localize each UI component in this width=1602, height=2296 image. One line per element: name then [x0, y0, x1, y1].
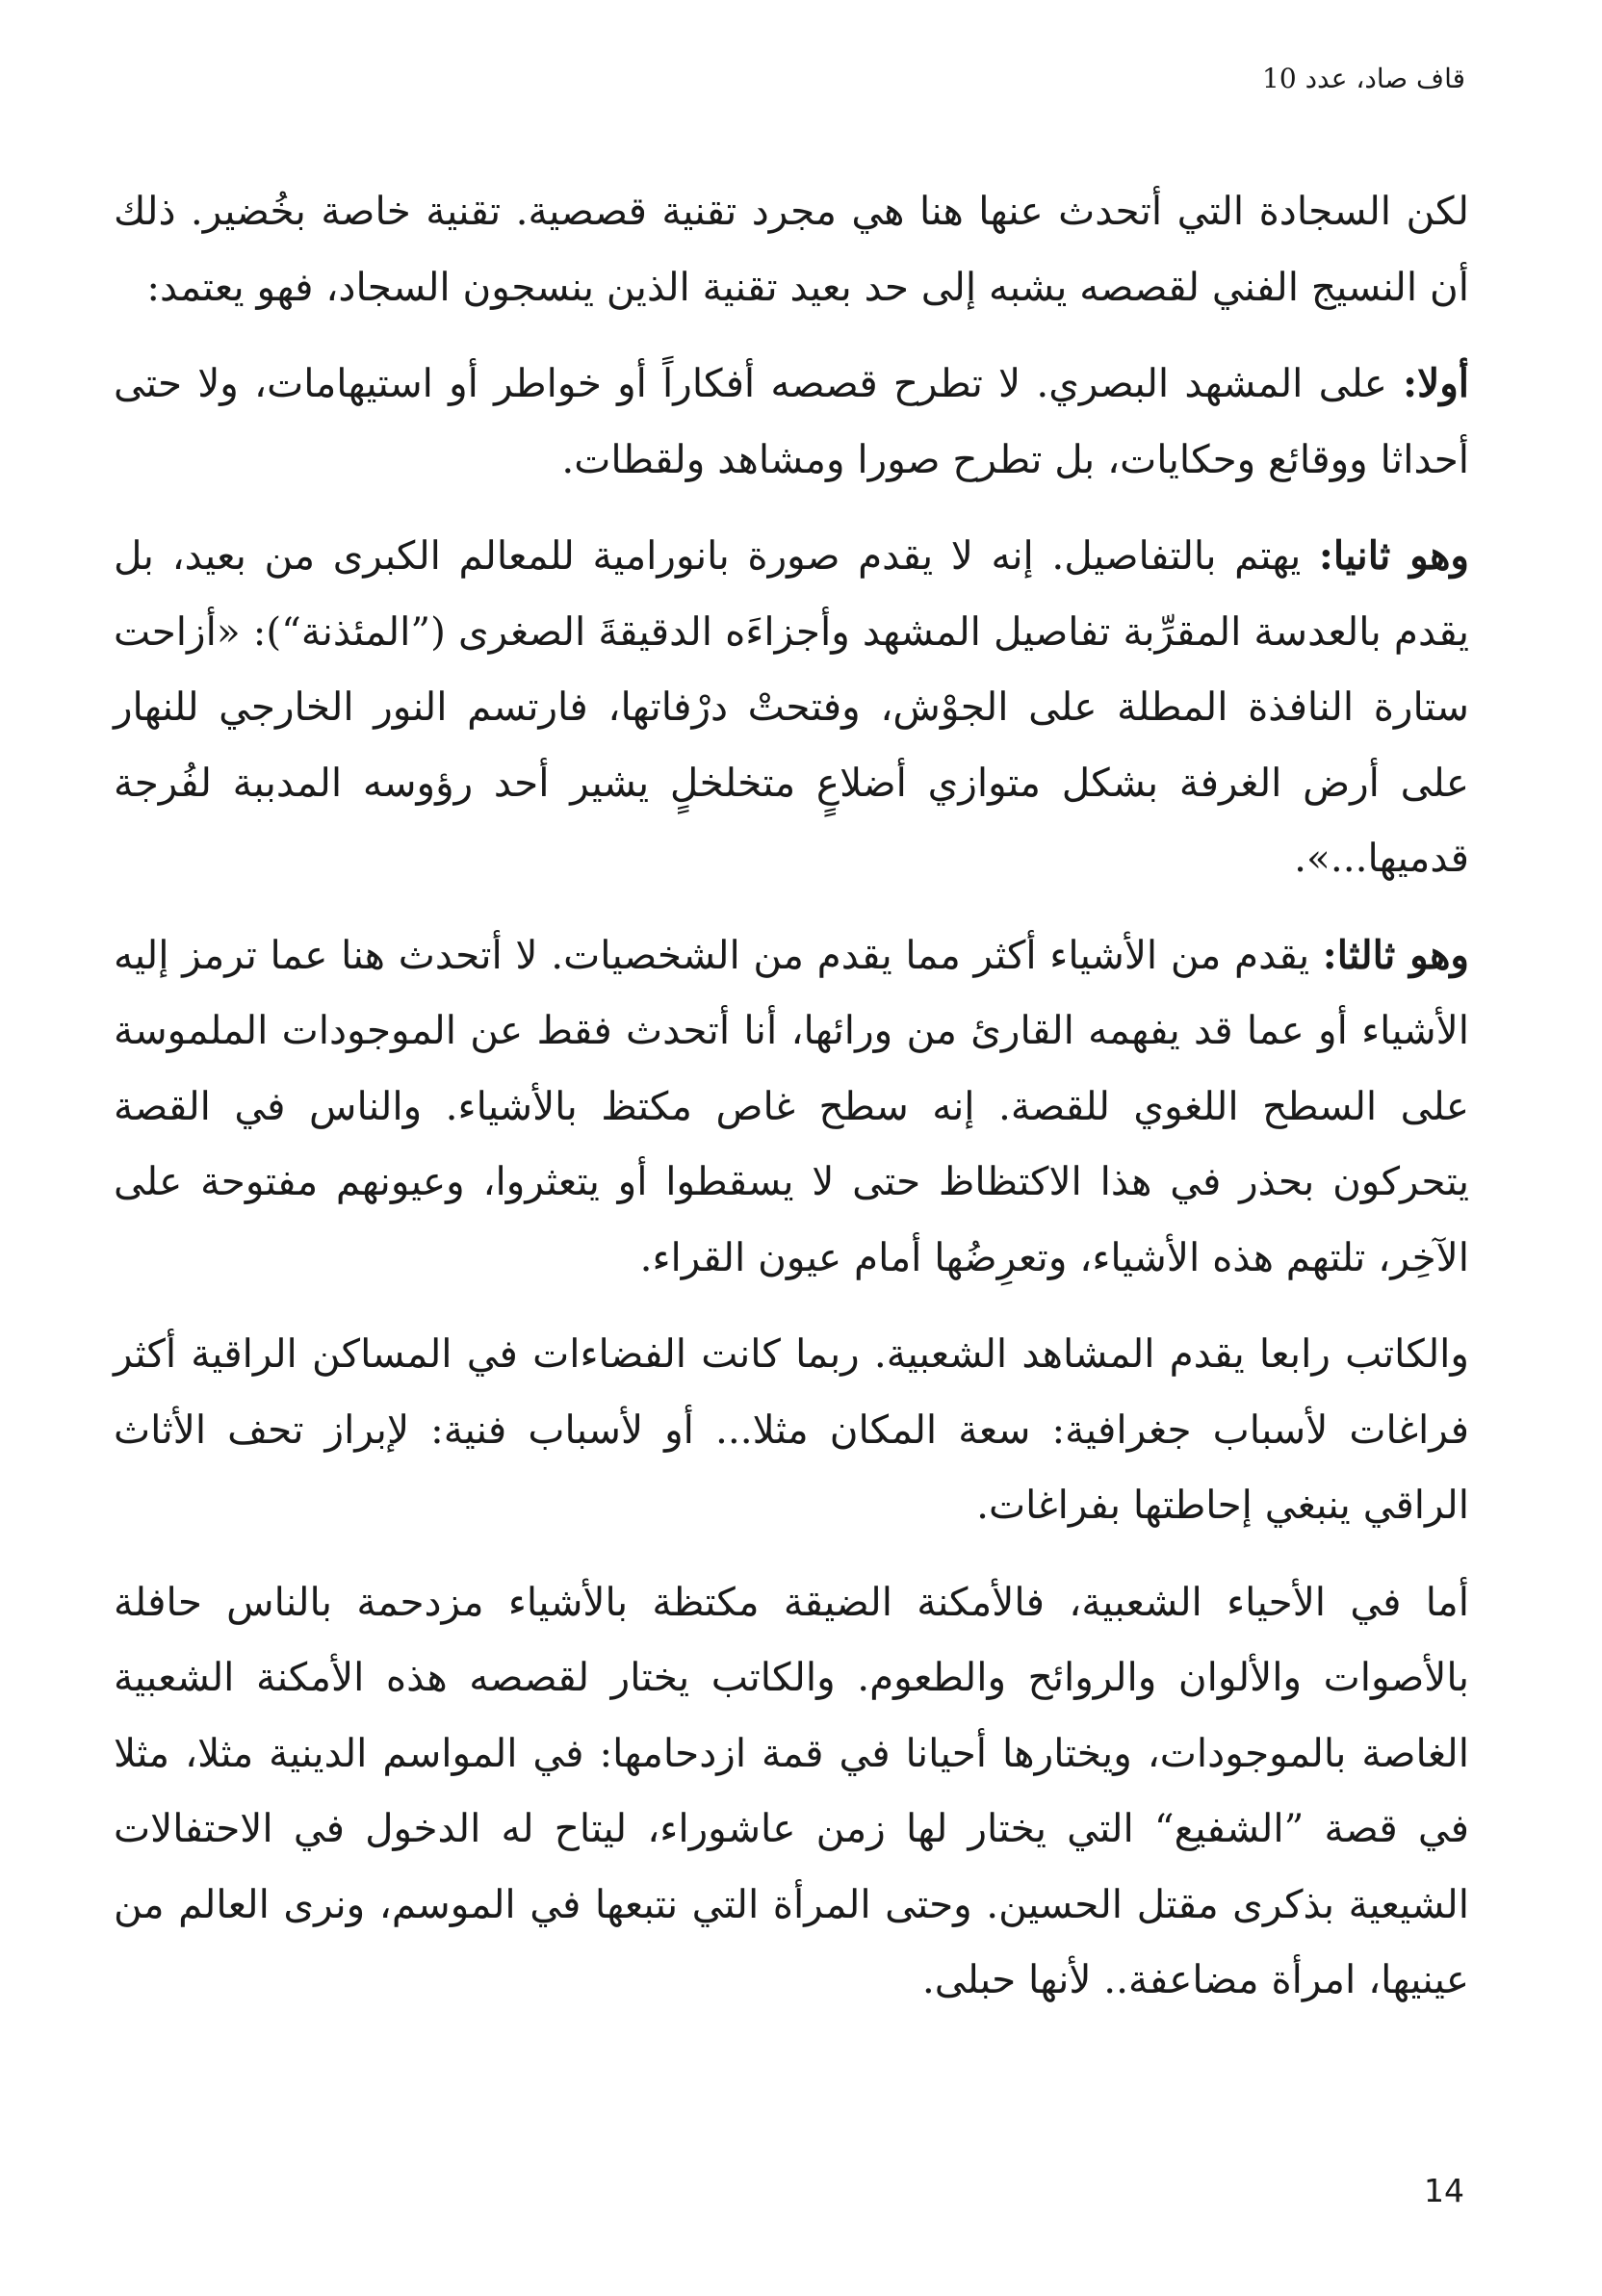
- paragraph-1-text: لكن السجادة التي أتحدث عنها هنا هي مجرد تقنية قصصية. تقنية خاصة بخُضير. ذلك أن النسيج الفني لقصصه يشبه إلى حد بعيد تقنية الذين ينسجون السجاد، فهو يعتمد:: [114, 188, 1469, 310]
- paragraph-2: [114, 346, 1469, 497]
- paragraph-6: [114, 1564, 1469, 2018]
- paragraph-4: [114, 917, 1469, 1296]
- paragraph-4-text: يقدم من الأشياء أكثر مما يقدم من الشخصيات. لا أتحدث هنا عما ترمز إليه الأشياء أو عما قد يفهمه القارئ من ورائها، أنا أتحدث فقط عن الموجودات الملموسة على السطح اللغوي للقصة. إنه سطح غاص مكتظ بالأشياء. والناس في القصة يتحركون بحذر في هذا الاكتظاظ حتى لا يسقطوا أو يتعثروا، وعيونهم مفتوحة على الآخِر، تلتهم هذه الأشياء، وتعرِضُها أمام عيون القراء.: [114, 931, 1469, 1280]
- article-body: [114, 173, 1469, 2039]
- paragraph-3: [114, 518, 1469, 896]
- paragraph-3-text: يهتم بالتفاصيل. إنه لا يقدم صورة بانورامية للمعالم الكبرى من بعيد، بل يقدم بالعدسة المقرِّبة تفاصيل المشهد وأجزاءَه الدقيقةَ الصغرى (”المئذنة“): «أزاحت ستارة النافذة المطلة على الجوْش، وفتحتْ درْفاتها، فارتسم النور الخارجي للنهار على أرض الغرفة بشكل متوازي أضلاعٍ متخلخلٍ يشير أحد رؤوسه المدببة لفُرجة قدميها...».: [114, 532, 1469, 881]
- paragraph-4-lead: وهو ثالثا:: [1322, 931, 1469, 978]
- paragraph-1: [114, 173, 1469, 324]
- paragraph-6-text: أما في الأحياء الشعبية، فالأمكنة الضيقة مكتظة بالأشياء مزدحمة بالناس حافلة بالأصوات والألوان والروائح والطعوم. والكاتب يختار لقصصه هذه الأمكنة الشعبية الغاصة بالموجودات، ويختارها أحيانا في قمة ازدحامها: في المواسم الدينية مثلا، مثلا في قصة ”الشفيع“ التي يختار لها زمن عاشوراء، ليتاح له الدخول في الاحتفالات الشيعية بذكرى مقتل الحسين. وحتى المرأة التي نتبعها في الموسم، ونرى العالم من عينيها، امرأة مضاعفة.. لأنها حبلى.: [114, 1578, 1469, 2002]
- paragraph-3-lead: وهو ثانيا:: [1318, 532, 1469, 579]
- running-header: قاف صاد، عدد 10: [1262, 63, 1465, 94]
- paragraph-2-text: على المشهد البصري. لا تطرح قصصه أفكاراً أو خواطر أو استيهامات، ولا حتى أحداثا ووقائع وحكايات، بل تطرح صورا ومشاهد ولقطات.: [114, 360, 1469, 482]
- paragraph-2-lead: أولا:: [1403, 360, 1469, 406]
- paragraph-5-text: والكاتب رابعا يقدم المشاهد الشعبية. ربما كانت الفضاءات في المساكن الراقية أكثر فراغات لأسباب جغرافية: سعة المكان مثلا... أو لأسباب فنية: لإبراز تحف الأثاث الراقي ينبغي إحاطتها بفراغات.: [114, 1330, 1469, 1528]
- page-number: 14: [1424, 2172, 1464, 2209]
- paragraph-5: [114, 1316, 1469, 1543]
